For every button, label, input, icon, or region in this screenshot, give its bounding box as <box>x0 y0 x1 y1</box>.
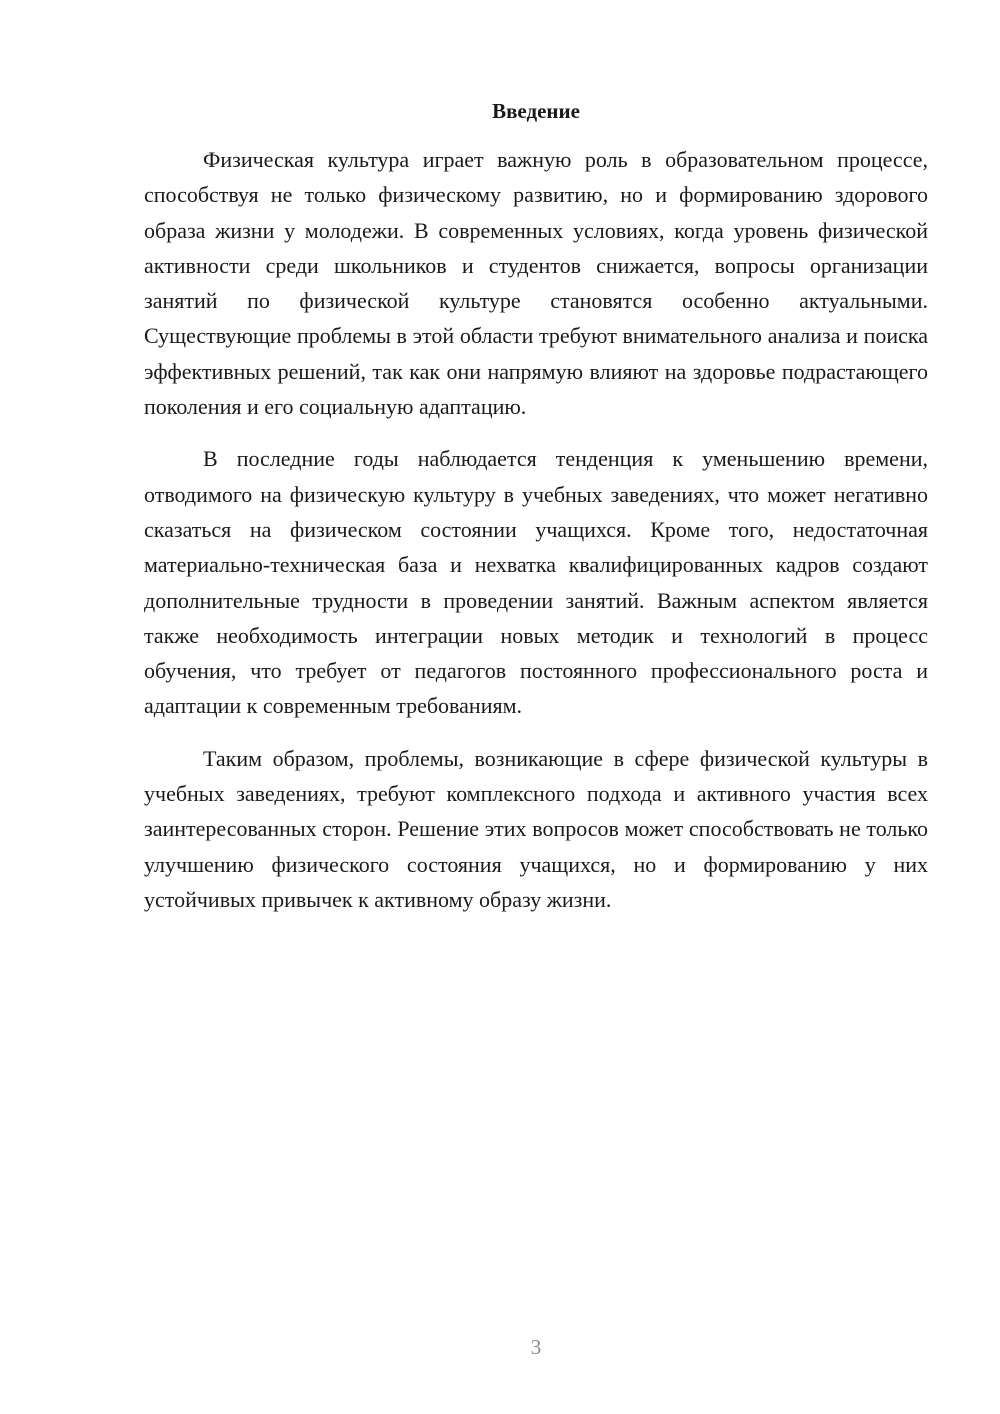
section-heading: Введение <box>492 99 580 123</box>
paragraph-2: В последние годы наблюдается тенденция к уменьшению времени, отводимого на физическую культуру в учебных заведениях, что может негативно сказаться на физическом состоянии учащихся. Кроме того, недостаточная материально-техническая база и нехватка квалифицированных кадров создают дополнительные трудности в проведении занятий. Важным аспектом является также необходимость интеграции новых методик и технологий в процесс обучения, что требует от педагогов постоянного профессионального роста и адаптации к современным требованиям. <box>144 446 928 719</box>
page-number: 3 <box>530 1335 542 1359</box>
body-text <box>144 142 928 934</box>
paragraph-3: Таким образом, проблемы, возникающие в сфере физической культуры в учебных заведениях, требуют комплексного подхода и активного участия всех заинтересованных сторон. Решение этих вопросов может способствовать не только улучшению физического состояния учащихся, но и формированию у них устойчивых привычек к активному образу жизни. <box>144 745 928 912</box>
paragraph-1: Физическая культура играет важную роль в образовательном процессе, способствуя не только физическому развитию, но и формированию здорового образа жизни у молодежи. В современных условиях, когда уровень физической активности среди школьников и студентов снижается, вопросы организации занятий по физической культуре становятся особенно актуальными. Существующие проблемы в этой области требуют внимательного анализа и поиска эффективных решений, так как они напрямую влияют на здоровье подрастающего поколения и его социальную адаптацию. <box>144 147 928 420</box>
